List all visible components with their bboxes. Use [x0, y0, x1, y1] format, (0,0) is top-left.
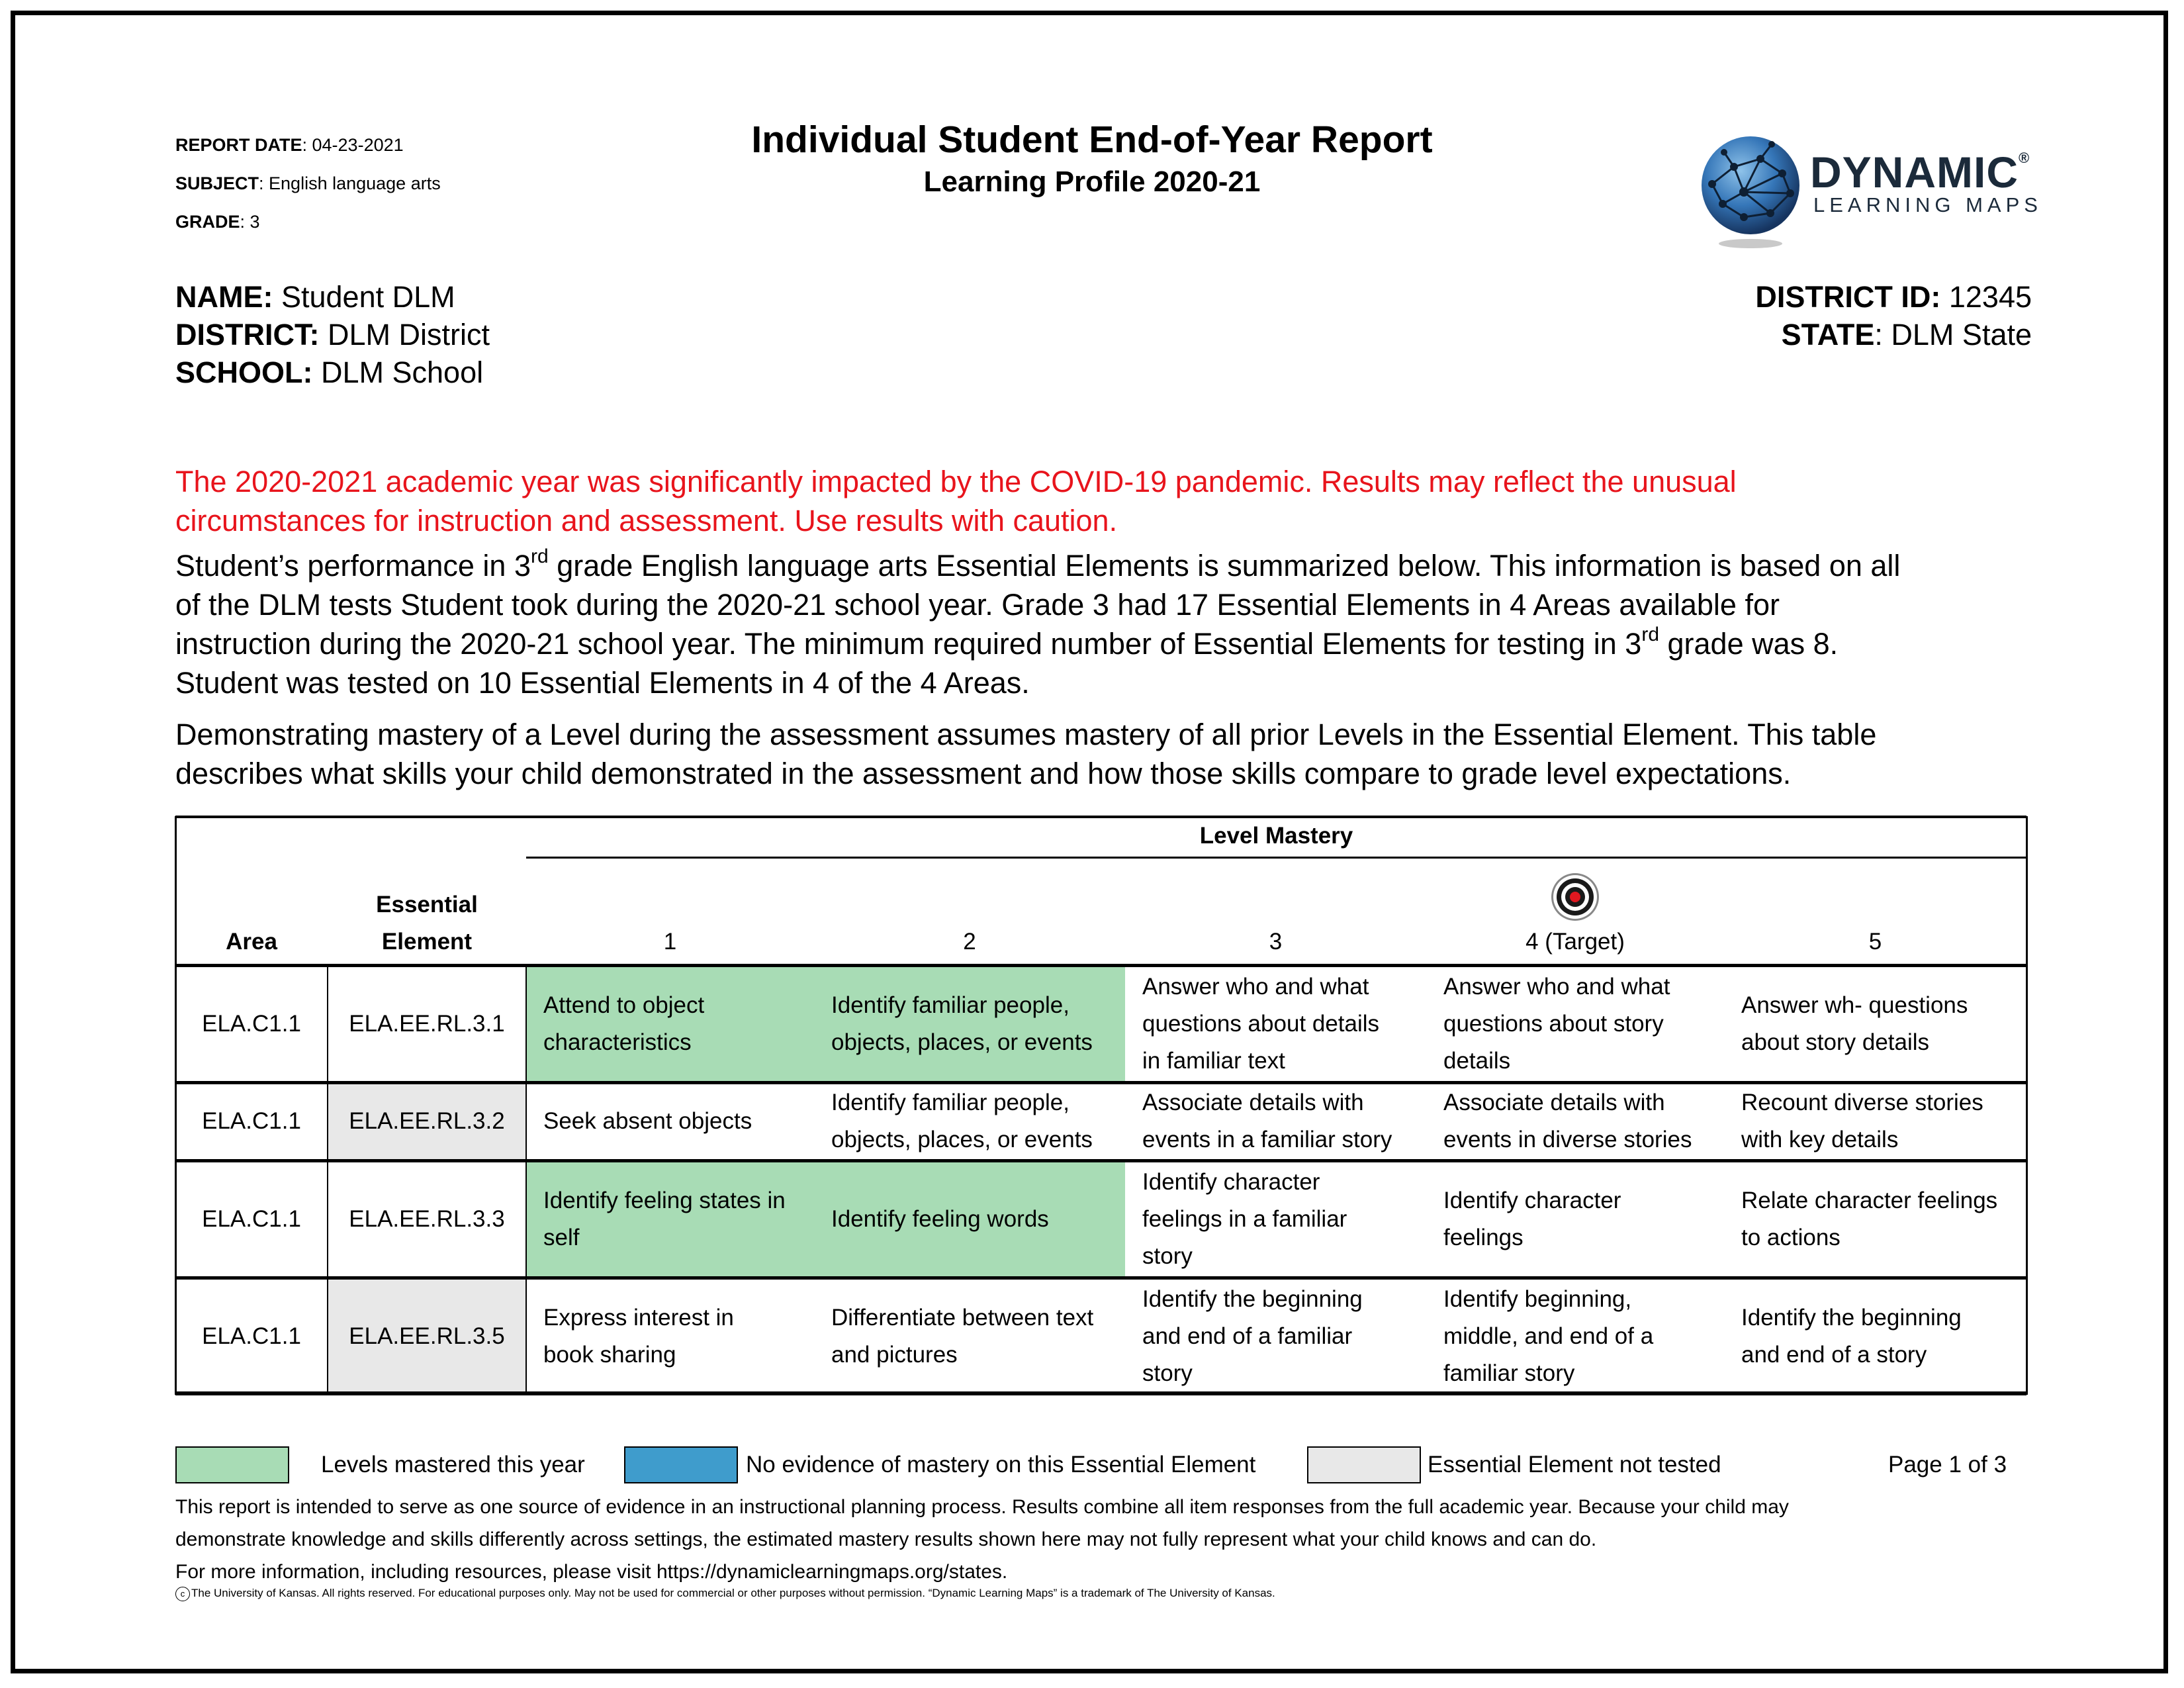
student-school: SCHOOL: DLM School [175, 355, 484, 389]
target-ring [1570, 892, 1580, 902]
level-3-cell [1125, 1082, 1426, 1160]
student-district: DISTRICT: DLM District [175, 318, 490, 352]
level-description [543, 1299, 734, 1374]
level-description-line: story [1142, 1360, 1193, 1386]
col-header-area: Area [226, 929, 277, 955]
level-description-line: Attend to object [543, 992, 705, 1018]
district-id: DISTRICT ID: 12345 [1755, 280, 2032, 314]
summary-line: Student was tested on 10 Essential Elements in 4 of the 4 Areas. [175, 666, 1030, 700]
district-info [1755, 278, 2032, 353]
covid-notice-line: circumstances for instruction and assessment. Use results with caution. [175, 504, 1118, 538]
copyright-icon: c [175, 1587, 190, 1601]
level-description [831, 1299, 1093, 1374]
report-title: Individual Student End-of-Year Report [751, 118, 1433, 161]
level-2-cell [814, 965, 1125, 1082]
level-mastery-table [175, 816, 2026, 1395]
level-description-line: Identify character [1443, 1187, 1621, 1213]
logo-wordmark: DYNAMIC® [1810, 148, 2030, 197]
level-description-line: Associate details with [1443, 1090, 1665, 1115]
level-description-line: Identify the beginning [1741, 1304, 1962, 1331]
report-date: REPORT DATE: 04-23-2021 [175, 135, 404, 155]
level-description-line: Seek absent objects [543, 1108, 752, 1134]
level-description [1741, 1182, 1997, 1256]
level-description-line: middle, and end of a [1443, 1323, 1654, 1349]
essential-element-cell: ELA.EE.RL.3.1 [349, 1010, 505, 1037]
legend-not-tested-label: Essential Element not tested [1428, 1452, 1721, 1477]
col-header-level-5: 5 [1868, 929, 1882, 955]
level-description-line: and pictures [831, 1341, 958, 1368]
level-description-line: self [543, 1224, 580, 1250]
level-description-line: with key details [1741, 1127, 1899, 1152]
level-3-cell [1125, 1160, 1426, 1278]
level-description [1741, 987, 1968, 1061]
level-4-cell [1426, 1278, 1724, 1395]
level-description-line: familiar story [1443, 1360, 1575, 1386]
level-description [1443, 1084, 1692, 1158]
level-description-line: Recount diverse stories [1741, 1090, 1983, 1115]
level-description [1142, 968, 1379, 1080]
area-cell: ELA.C1.1 [202, 1323, 301, 1349]
level-description [1142, 1164, 1347, 1275]
level-description-line: details [1443, 1047, 1511, 1074]
level-4-cell [1426, 965, 1724, 1082]
level-3-cell [1125, 965, 1426, 1082]
col-header-essential-element: Element [381, 929, 473, 955]
logo-subtext: LEARNING MAPS [1813, 193, 2042, 216]
level-description [543, 1182, 786, 1256]
target-icon [1549, 870, 1602, 923]
level-description-line: about story details [1741, 1029, 1930, 1055]
area-cell: ELA.C1.1 [202, 1010, 301, 1037]
essential-element-cell: ELA.EE.RL.3.3 [349, 1205, 505, 1232]
level-description-line: Identify familiar people, [831, 1090, 1069, 1115]
level-description-line: objects, places, or events [831, 1029, 1093, 1055]
level-description-line: Relate character feelings [1741, 1187, 1998, 1213]
level-description-line: Answer who and what [1443, 973, 1670, 1000]
level-description [831, 1201, 1049, 1238]
level-description [543, 1103, 752, 1140]
level-description-line: Express interest in [543, 1304, 734, 1331]
level-description-line: and end of a familiar [1142, 1323, 1353, 1349]
level-description-line: Identify feeling states in [543, 1187, 786, 1213]
legend-mastered-label: Levels mastered this year [321, 1452, 585, 1477]
level-description-line: to actions [1741, 1224, 1841, 1250]
level-1-cell [526, 965, 814, 1082]
level-description-line: Identify the beginning [1142, 1286, 1363, 1312]
explanation-line: describes what skills your child demonstrated in the assessment and how those skills compare to grade level expectations. [175, 757, 1792, 790]
level-4-cell [1426, 1082, 1724, 1160]
essential-element-cell: ELA.EE.RL.3.5 [349, 1323, 505, 1349]
level-description-line: questions about details [1142, 1010, 1380, 1037]
footer-line: This report is intended to serve as one source of evidence in an instructional planning process. Results combine all item responses from the full academic year. Because your child may [175, 1496, 1789, 1518]
level-5-cell [1724, 965, 2026, 1082]
level-description-line: Answer wh- questions [1741, 992, 1968, 1018]
essential-element-cell: ELA.EE.RL.3.2 [349, 1108, 505, 1134]
level-4-cell [1426, 1160, 1724, 1278]
legend-not-tested-swatch [1307, 1446, 1421, 1483]
col-header-level-1: 1 [663, 929, 677, 955]
level-description-line: questions about story [1443, 1010, 1664, 1037]
col-header-essential-element: Essential [376, 892, 478, 917]
footer-disclaimer [175, 1491, 2042, 1588]
level-3-cell [1125, 1278, 1426, 1395]
level-1-cell [526, 1160, 814, 1278]
level-description [1741, 1084, 1983, 1158]
level-description-line: feelings in a familiar [1142, 1205, 1347, 1232]
explanation-line: Demonstrating mastery of a Level during the assessment assumes mastery of all prior Levels in the Essential Element. This table [175, 718, 1877, 751]
level-description-line: feelings [1443, 1224, 1524, 1250]
level-description [1142, 1084, 1392, 1158]
covid-notice [175, 462, 2028, 540]
level-description [831, 1084, 1093, 1158]
summary-line: of the DLM tests Student took during the 2020-21 school year. Grade 3 had 17 Essential Elements in 4 Areas available for [175, 588, 1780, 622]
summary-line: Student’s performance in 3rd grade English language arts Essential Elements is summarized below. This information is based on all [175, 545, 1901, 583]
level-description [543, 987, 704, 1061]
level-5-cell [1724, 1278, 2026, 1395]
level-5-cell [1724, 1160, 2026, 1278]
level-description-line: Answer who and what [1142, 973, 1369, 1000]
level-description-line: characteristics [543, 1029, 692, 1055]
subject: SUBJECT: English language arts [175, 173, 441, 193]
globe-icon [1698, 132, 1803, 252]
col-header-level-3: 3 [1269, 929, 1283, 955]
level-2-cell [814, 1278, 1125, 1395]
level-description-line: Associate details with [1142, 1090, 1364, 1115]
level-description-line: and end of a story [1741, 1341, 1927, 1368]
level-description-line: book sharing [543, 1341, 676, 1368]
level-1-cell [526, 1278, 814, 1395]
covid-notice-line: The 2020-2021 academic year was significantly impacted by the COVID-19 pandemic. Results may reflect the unusual [175, 465, 1737, 498]
level-description [831, 987, 1093, 1061]
legend-no-evidence-label: No evidence of mastery on this Essential Element [746, 1452, 1256, 1477]
level-description-line: Identify familiar people, [831, 992, 1069, 1018]
performance-summary [175, 546, 2042, 702]
report-subtitle: Learning Profile 2020-21 [923, 165, 1261, 198]
level-description-line: objects, places, or events [831, 1127, 1093, 1152]
legend-mastered-swatch [175, 1446, 289, 1483]
col-header-level-2: 2 [963, 929, 976, 955]
level-description [1741, 1299, 1962, 1374]
level-2-cell [814, 1082, 1125, 1160]
dlm-logo [1698, 132, 2068, 252]
level-description-line: Differentiate between text [831, 1304, 1094, 1331]
summary-line: instruction during the 2020-21 school year. The minimum required number of Essential Elements for testing in 3rd grade was 8. [175, 624, 1839, 661]
grade: GRADE: 3 [175, 212, 260, 232]
level-description [1142, 1281, 1363, 1392]
student-info [175, 278, 490, 391]
mastery-explanation [175, 715, 2042, 793]
page-number: Page 1 of 3 [1888, 1452, 2007, 1477]
level-description-line: story [1142, 1243, 1193, 1269]
state: STATE: DLM State [1781, 318, 2032, 352]
level-5-cell [1724, 1082, 2026, 1160]
area-cell: ELA.C1.1 [202, 1205, 301, 1232]
level-description [1443, 968, 1670, 1080]
footer-line: For more information, including resources, please visit https://dynamiclearningmaps.org/states. [175, 1561, 1008, 1583]
footer-line: demonstrate knowledge and skills differently across settings, the estimated mastery results shown here may not fully represent what your child knows and can do. [175, 1528, 1597, 1550]
level-description [1443, 1281, 1653, 1392]
level-description-line: in familiar text [1142, 1047, 1285, 1074]
level-1-cell [526, 1082, 814, 1160]
level-mastery-header: Level Mastery [1199, 823, 1353, 849]
student-name: NAME: Student DLM [175, 280, 455, 314]
level-description [1443, 1182, 1621, 1256]
copyright-notice: c The University of Kansas. All rights reserved. For educational purposes only. May not be used for commercial or other purposes without permission. “Dynamic Learning Maps” is a trademark of The University of Kansas. [175, 1585, 1275, 1601]
level-description-line: events in a familiar story [1142, 1127, 1392, 1152]
area-cell: ELA.C1.1 [202, 1108, 301, 1134]
level-description-line: events in diverse stories [1443, 1127, 1692, 1152]
level-2-cell [814, 1160, 1125, 1278]
level-description-line: Identify character [1142, 1168, 1320, 1195]
legend-no-evidence-swatch [624, 1446, 738, 1483]
col-header-level-4: 4 (Target) [1525, 929, 1625, 955]
level-description-line: Identify beginning, [1443, 1286, 1632, 1312]
level-description-line: Identify feeling words [831, 1205, 1049, 1232]
